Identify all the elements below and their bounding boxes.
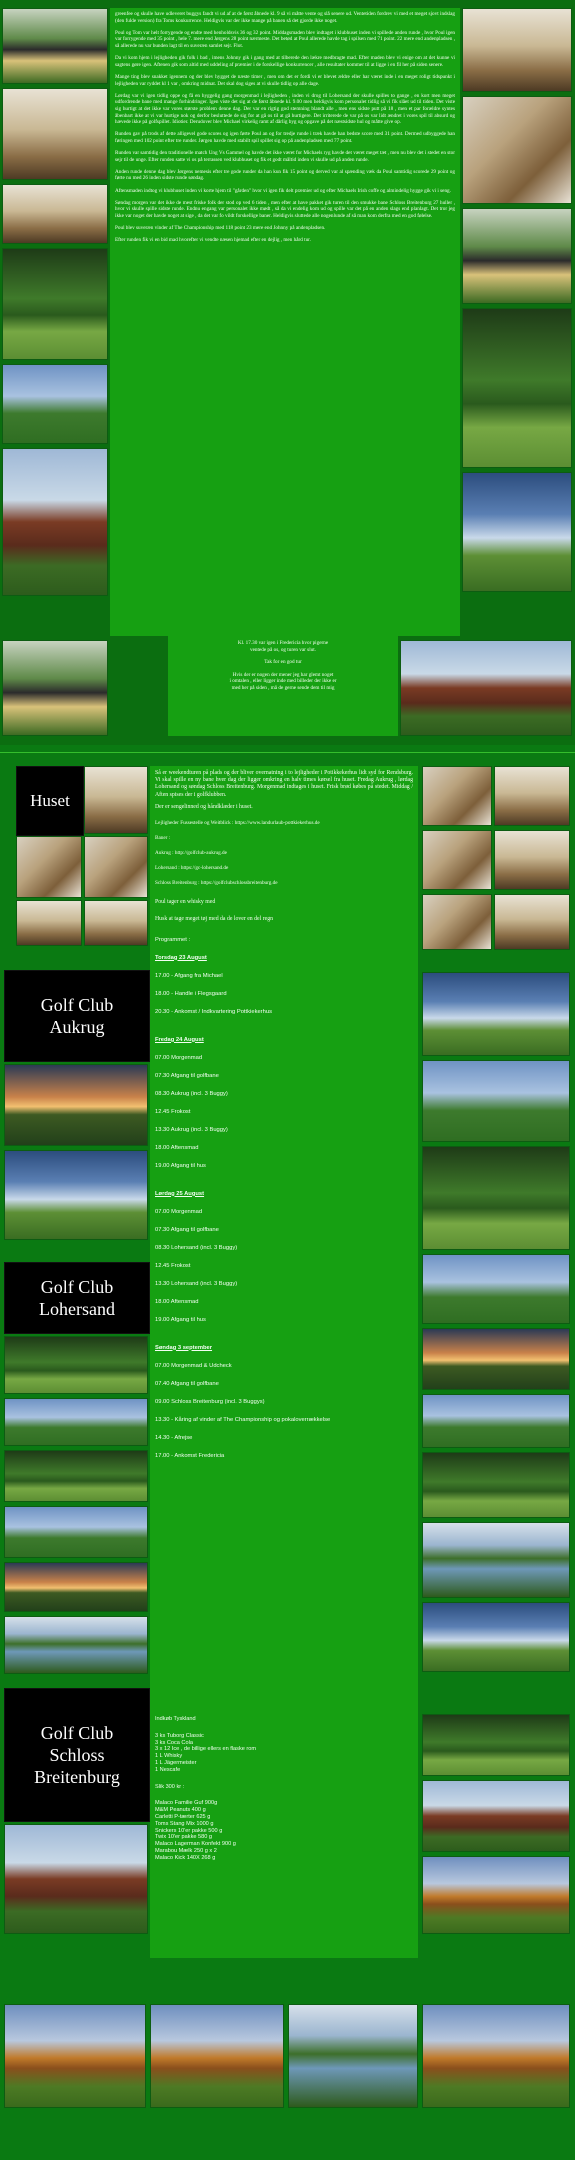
candy-item: Malaco Lagerman Konfekt 900 g [155,1841,236,1848]
photo-aukrug-sunset [4,1064,148,1146]
candy-item: Twix 10'er pakke 580 g [155,1834,213,1841]
photo-lohersand-5 [4,1562,148,1612]
label-huset-text: Huset [30,791,70,810]
label-aukrug-line: Aukrug [49,1017,105,1037]
photo-hallway [462,96,572,204]
photo-right-course-9 [422,1602,570,1672]
program-item: 18.00 Aftensmad [155,1298,199,1305]
story-paragraph: greenfee og skulle have udleveret buggys fandt vi ud af at de først åbnede kl. 9 så vi måtte vente og slå senere ud. Ventetiden fordrev vi med et meget sjovt indslag (den fulde version) fra Toms konkurrence. Heldigvis var der ikke mange på banen så det gjorde ikke noget. [115,11,455,24]
photo-house-living [16,836,82,898]
program-item: 17.00 - Afgang fra Michael [155,972,223,979]
program-item: 13.30 - Kåring af vinder af The Championship og pokaloverrækkelse [155,1416,331,1423]
photo-dining-room [2,184,108,244]
candy-item: Toms Stang Mix 1000 g [155,1820,214,1827]
photo-right-course-8 [422,1522,570,1598]
program-title: Programmet : [155,936,191,943]
candy-item: Malaco Kick 140X 268 g [155,1854,216,1861]
program-day-heading: Torsdag 23 August [155,954,207,961]
photo-clubhouse-exterior [400,640,572,736]
shopping-title: Indkøb Tyskland [155,1716,196,1722]
photo-house-dining [16,900,82,946]
program-day-heading: Lørdag 25 August [155,1190,205,1197]
photo-bottom-1 [4,2004,146,2108]
candy-title: Slik 300 kr : [155,1783,185,1790]
program-item: 18.00 Aftensmad [155,1144,199,1151]
photo-schloss-buildings [4,1824,148,1934]
photo-house-kitchen [84,766,148,834]
story-paragraph: Anden runde denne dag blev Jørgens nemesis efter tre gode runder da han kun fik 15 point og derved var al spænding væk da Poul samtidig scorede 29 point og førte nu med 26 inden sidste runde søndag. [115,168,455,182]
program-item: 08.30 Aukrug (incl. 3 Buggy) [155,1090,228,1097]
candy-item: Marabou Mælk 250 g x 2 [155,1847,217,1854]
story-paragraph: Da vi kom hjem i lejligheden gik folk i bad , imens Johnny gik i gang med at tilberede den lækre medbragte mad. Efter maden blev vi enige om at det kunne vi sagtens gøre igen. Aftenen gik som altid med uddeling af præmier i de forskellige konkurrencer , alle resultater kommer til at ligge i en fil her på siden senere. [115,55,455,68]
candy-item: Carletti P-tærter 625 g [155,1813,211,1820]
photo-lohersand-6 [4,1616,148,1674]
link-apartments[interactable]: Lejligheder Fussestelle og Weitblick : https://www.landurlaub-pottkiekerhus.de [155,819,320,826]
program-item: 12.45 Frokost [155,1262,191,1269]
photo-right-course-7 [422,1452,570,1518]
photo-right-house-3 [422,830,492,890]
story-paragraph: Runden var samtidig den traditionelle match Ung Vs Gammel og havde det ikke været for Michaels ryg havde det været meget tæt , men nu blev det i stedet en stor sejr til de unge. Efter runden satte vi os på terrassen ved klubhuset og fik et godt måltid inden vi skulle ud på anden runde. [115,150,455,163]
shopping-item: 1 Nescafe [155,1766,181,1773]
photo-house-bedroom [84,836,148,898]
closing-line: ventede på os, og turen var slut. [250,646,316,653]
story-closing [168,640,398,692]
program-item: 14.30 - Afrejse [155,1434,193,1441]
photo-right-course-3 [422,1146,570,1250]
story-paragraph: Lørdag var vi igen tidlig oppe og få en hyggelig gang morgenmad i lejligheden , inden vi drog til Lohersand der skulle spilles to gange , en kort men meget udfordrende bane med mange forhindringer. Igen viste det sig at de først åbnede kl. 9.00 men heldigvis kom personalet tidlig så vi fik slået ud til tiden. Det viste sig hurtigt at det ikke var vores største problem denne dag. Der var en rigtig god stemning blandt alle , men ens sidste putt på 18 , men et par forældre syntes åbenbart ikke at vi var hurtige nok og derfor besluttede de sig for at gå os til at gå hurtigere. Det irriterede de var på os var lidt ændret i vores spil til absurd og hævede ikke på golfspillet. Idiotier. Derudover blev Michael virkelig ramt af dårlig byg og opgave på det næstsidste hul og måtte give op. [115,92,455,126]
story-closing-panel [168,636,398,736]
label-lohersand-line: Golf Club [40,1277,114,1297]
photo-lohersand-4 [4,1506,148,1558]
program-item: 07.40 Afgang til golfbane [155,1380,219,1387]
label-aukrug [4,970,150,1062]
photo-right-house-2 [494,766,570,826]
photo-lohersand-3 [4,1450,148,1502]
photo-kitchen [2,88,108,180]
photo-prize-handover [2,640,108,736]
program-item: 09.00 Schloss Breitenburg (incl. 3 Buggys) [155,1398,265,1405]
program-item: 12.45 Frokost [155,1108,191,1115]
photo-green-course [2,364,108,444]
link-schloss[interactable]: Schloss Breitenburg : https://golfclubschlossbreitenburg.de [155,879,278,886]
closing-line: med her på siden , må de gerne sende dem til mig [231,684,335,691]
label-schloss-line: Breitenburg [34,1767,120,1787]
shopping-item: 1 L Jägermeister [155,1759,197,1766]
program [155,937,413,1737]
closing-line: Tak for en god tur [264,659,302,666]
program-item: 08.30 Lohersand (incl. 3 Buggy) [155,1244,238,1251]
photo-right-house-1 [422,766,492,826]
program-item: 20.30 - Ankomst / Indkvartering Pottkiekerhus [155,1008,272,1015]
closing-line: i omtalen , eller ligger inde med billeder der ikke er [229,678,337,685]
program-item: 19.00 Afgang til hus [155,1162,206,1169]
shopping-item: 3 ks Tuborg Classic [155,1732,204,1739]
story-paragraph: Mange ting blev snakket igennem og der blev hygget de næste timer , men om det er fordi vi er blevet ældre eller har været inde i en meget roligt tidspunkt i lejligheden var ryddet kl 1 var , omkring midnat. Det skal dog siges at vi skulle tidlig op alle dage. [115,73,455,87]
program-item: 07.00 Morgenmad [155,1054,203,1061]
intro-extra [155,899,413,923]
story-text-panel [110,8,460,636]
photo-right-course-6 [422,1394,570,1448]
program-item: 07.00 Morgenmad & Udcheck [155,1362,232,1369]
photo-dinner-table [462,208,572,304]
photo-right-course-4 [422,1254,570,1324]
shopping-list [155,1716,413,1916]
program-day-heading: Søndag 3 september [155,1344,213,1351]
link-lohersand[interactable]: Lohersand : https://gc-lohersand.de [155,864,229,871]
photo-bottom-2 [150,2004,284,2108]
program-item: 13.30 Aukrug (incl. 3 Buggy) [155,1126,228,1133]
program-item: 17.00 - Ankomst Fredericia [155,1452,225,1459]
photo-bottom-4 [422,2004,570,2108]
photo-right-course-5 [422,1328,570,1390]
program-item: 19.00 Afgang til hus [155,1316,206,1323]
intro-paragraph: Så er weekendturen på plads og der bliver overnatning i to lejligheder i Potikkekerhus lidt syd for Rendsburg. Vi skal spille en ny bane hver dag der ligger omkring en halv times kørsel fra huset. Fredag Aukrug , lørdag Lohersand og søndag Schloss Breitenburg. Morgenmad indtages i huset. Frisk brød købes på stedet. Middag / Aften spises der i golfklubben. [155,770,413,798]
story-paragraph: Runden gav på trods af dette alligevel gode scores og igen førte Poul an og for tredje runde i træk havde han bedste score med 31 point. Dermed udbyggede han føringen med 102 point efter tre runder. Jørgen havde med stabilt spil spillet sig op på andenpladsen med 77 point. [115,131,455,144]
photo-buggy-group [2,8,108,84]
photo-right-course-1 [422,972,570,1056]
label-schloss-line: Golf Club [40,1723,114,1743]
intro-text [155,770,413,812]
story-paragraph: Søndag morgen var det ikke de mest friske folk der stod op ved 6 tiden , men efter at have pakket gik turen til den smukke bane Schloss Breitenburg 27 huller , hvor vi skulle spille sidste runde. Endnu engang var personalet ikke mødt , så da vi endelig kom ud og spille var det på en anden slags end planlagt. Det tror jeg ikke var noget der havde noget at sige , da det var fo vildt forskellige baner. Heldigvis sluttede alle nogenlunde af så man kom derfra med en god følelse. [115,199,455,219]
story-section [0,0,575,745]
candy-item: Malaco Familie Guf 900g [155,1800,218,1807]
label-lohersand [4,1262,150,1334]
link-aukrug[interactable]: Aukrug : http://golfclub-aukrug.de [155,849,227,856]
photo-course-clouds [462,472,572,592]
photo-terrace-clubhouse [2,448,108,596]
photo-right-schloss-2 [422,1780,570,1852]
trip-section [0,760,575,2160]
story-paragraph: Aftensmaden indtog vi klubhuset inden vi korte hjem til "gården" hvor vi igen fik delt præmier ud og efter Michaels Irish coffe og almindelig hygge gik vi i seng. [115,187,451,194]
photo-lohersand-1 [4,1336,148,1394]
story-body [115,11,455,244]
extra-line: Husk at tage meget tøj med da de lover en del regn [155,915,273,922]
shopping-item: 3 x 12 Ice , de billige ellers en flaske rom [155,1746,257,1753]
photo-right-schloss-1 [422,1714,570,1776]
photo-right-house-4 [494,830,570,890]
photo-fairway-trees [2,248,108,360]
photo-aukrug-fairway [4,1150,148,1240]
program-item: 07.00 Morgenmad [155,1208,203,1215]
closing-line: Kl. 17.30 var igen i Fredericia hvor pigerne [237,640,329,646]
story-paragraph: Efter runden fik vi en bid mad hvorefter vi vendte næsen hjemad efter en dejlig , men hård tur. [115,237,311,244]
label-aukrug-line: Golf Club [40,995,114,1015]
link-courses-label: Baner : [155,834,171,841]
story-paragraph: Poul blev suveræn vinder af The Championship med 118 point 23 mere end Johnny på andenpladsen. [115,225,326,232]
program-day-heading: Fredag 24 August [155,1036,204,1043]
extra-line: Poul tager en whisky med [155,898,216,905]
shopping-item: 1 L Whisky [155,1753,183,1760]
candy-item: M&M Peanuts 400 g [155,1807,206,1814]
candy-item: Snickers 10'er pakke 500 g [155,1827,223,1834]
closing-line: Hvis der er nogen der mener jeg har glemt noget [232,671,334,678]
photo-bottom-3 [288,2004,418,2108]
section-divider [0,752,575,753]
photo-house-sofa [84,900,148,946]
program-item: 07.30 Afgang til golfbane [155,1072,219,1079]
label-schloss [4,1688,150,1822]
photo-right-house-5 [422,894,492,950]
story-paragraph: Poul og Tom var helt forrygende og endte med henholdsvis 36 og 32 point. Middagsmaden blev indtaget i klubhuset inden vi spillede anden runde , hvor Poul igen var forrygende med 35 point , hele 7. mere end Jørgens 28 point nærmeste. Det betød at Poul allerede havde tag i spilsen med 71 point. 22 mere end andenpladsen , så allerede nu var bunden lagt til en suveræn samlet sejr. Flot. [115,29,455,49]
label-schloss-line: Schloss [49,1745,105,1765]
photo-right-course-2 [422,1060,570,1142]
photo-golfer-buggy [462,308,572,468]
label-huset [16,766,84,836]
photo-right-schloss-3 [422,1856,570,1934]
program-item: 18.00 - Handle i Flegsgaard [155,990,227,997]
photo-doorway [462,8,572,92]
photo-right-house-6 [494,894,570,950]
photo-lohersand-2 [4,1398,148,1446]
shopping-item: 3 ks Coca Cola [155,1739,193,1746]
label-lohersand-line: Lohersand [39,1299,115,1319]
program-item: 13.30 Lohersand (incl. 3 Buggy) [155,1280,238,1287]
intro-links [155,820,413,887]
program-item: 07.30 Afgang til golfbane [155,1226,219,1233]
intro-paragraph: Der er sengelinned og håndklæder i huset. [155,804,253,811]
